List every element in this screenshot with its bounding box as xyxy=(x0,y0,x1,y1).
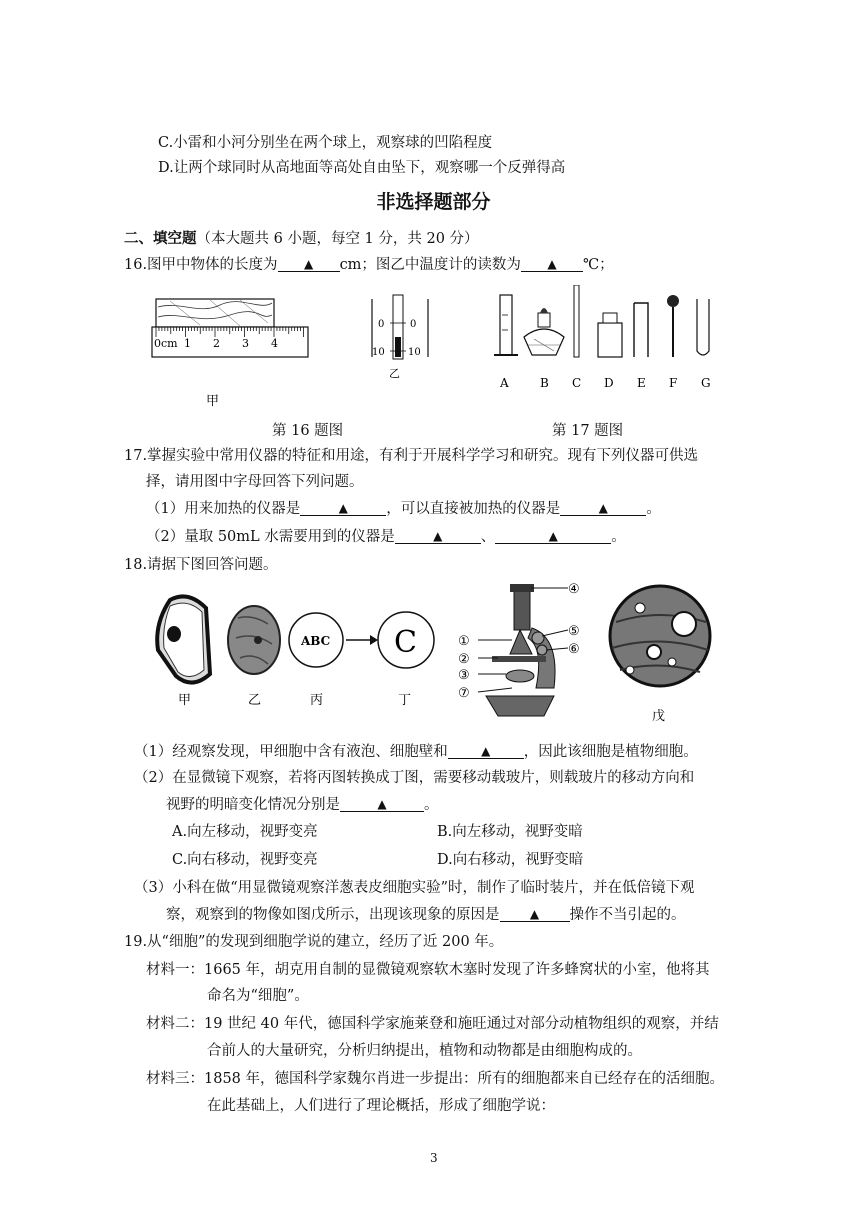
blank-marker: ▲ xyxy=(303,257,314,271)
measured-object xyxy=(156,299,274,327)
choice-c[interactable]: C.向右移动，视野变亮 xyxy=(172,852,318,868)
alcohol-lamp-b xyxy=(524,308,564,355)
fig-jia-label: 甲 xyxy=(206,394,220,409)
arrow-bing-to-ding xyxy=(346,635,378,645)
q16-text-c: ℃； xyxy=(582,257,614,273)
q17-line-2: 择，请用图中字母回答下列问题。 xyxy=(146,474,364,490)
option-d-text: D.让两个球同时从高地面等高处自由坠下，观察哪一个反弹得高 xyxy=(158,160,566,176)
cell-label-jia: 甲 xyxy=(178,693,192,708)
ruler-tick-label: 4 xyxy=(271,337,278,350)
instrument-letter: E xyxy=(637,376,646,390)
blank-marker: ▲ xyxy=(547,257,557,271)
blank-marker: ▲ xyxy=(433,529,443,543)
micro-label: ⑥ xyxy=(568,642,580,657)
choice-a[interactable]: A.向左移动，视野变亮 xyxy=(172,824,318,840)
q16-blank-1[interactable] xyxy=(278,255,340,272)
bottle-d xyxy=(598,313,622,357)
fig16-caption: 第 16 题图 xyxy=(272,423,344,439)
q18-3-text-a: 察，观察到的物像如图戊所示，出现该现象的原因是 xyxy=(166,907,500,923)
micro-label: ⑤ xyxy=(568,624,580,639)
dropper-f xyxy=(667,295,679,357)
q17-sub-2 xyxy=(146,527,626,547)
instrument-letter: G xyxy=(701,376,711,390)
q17-blank-3[interactable] xyxy=(395,527,481,544)
cell-label-yi: 乙 xyxy=(248,693,262,708)
q17-1-text-b: ，可以直接被加热的仪器是 xyxy=(386,501,561,517)
q18-sub-2-line-2 xyxy=(166,795,439,815)
q19-stem: 19.从“细胞”的发现到细胞学说的建立，经历了近 200 年。 xyxy=(124,934,504,950)
section-title: 非选择题部分 xyxy=(376,191,491,213)
choice-b[interactable]: B.向左移动，视野变暗 xyxy=(437,824,583,840)
q17-1-text-c: 。 xyxy=(646,501,661,517)
instrument-letter: A xyxy=(500,376,509,390)
section-2-heading xyxy=(124,229,479,249)
q18-sub-1 xyxy=(134,742,698,762)
animal-cell-yi xyxy=(228,606,280,674)
view-bing xyxy=(289,613,343,667)
cell-label-bing: 丙 xyxy=(310,693,324,708)
material-1-line-1: 材料一：1665 年，胡克用自制的显微镜观察软木塞时发现了许多蜂窝状的小室，他将其 xyxy=(146,962,710,978)
blank-marker: ▲ xyxy=(598,501,608,515)
section-2-label: 二、填空题 xyxy=(124,230,197,247)
instrument-letters xyxy=(499,376,711,390)
q18-blank-3[interactable] xyxy=(500,905,570,922)
material-1-line-2: 命名为“细胞”。 xyxy=(207,988,309,1004)
ding-text: C xyxy=(394,625,417,660)
q18-stem: 18.请据下图回答问题。 xyxy=(124,557,278,573)
material-3-line-2: 在此基础上，人们进行了理论概括，形成了细胞学说： xyxy=(207,1098,555,1114)
microscope xyxy=(458,582,580,716)
plant-cell-jia xyxy=(157,596,210,682)
ruler-tick-label: 3 xyxy=(242,337,249,350)
q18-1-text-a: （1）经观察发现，甲细胞中含有液泡、细胞壁和 xyxy=(134,744,448,760)
q17-blank-2[interactable] xyxy=(560,499,646,516)
material-2-line-1: 材料二：19 世纪 40 年代，德国科学家施莱登和施旺通过对部分动植物组织的观察，并结 xyxy=(146,1016,719,1032)
blank-marker: ▲ xyxy=(529,907,540,921)
micro-label: ① xyxy=(458,634,470,649)
q18-sub-3-line-2 xyxy=(166,905,686,925)
micro-label: ⑦ xyxy=(458,686,470,701)
view-wu xyxy=(610,586,710,686)
cell-label-ding: 丁 xyxy=(398,693,412,708)
q17-2-text-c: 。 xyxy=(611,529,626,545)
fig-yi-label: 乙 xyxy=(389,367,400,380)
thermometer xyxy=(372,295,428,359)
ruler xyxy=(152,327,308,357)
q16-blank-2[interactable] xyxy=(521,255,583,272)
q18-blank-1[interactable] xyxy=(448,742,524,759)
q17-blank-1[interactable] xyxy=(300,499,386,516)
micro-label: ② xyxy=(458,652,470,667)
q17-sub-1 xyxy=(146,499,661,519)
graduated-cylinder-a xyxy=(494,295,518,355)
q18-1-text-b: ，因此该细胞是植物细胞。 xyxy=(523,744,698,760)
micro-label: ④ xyxy=(568,582,580,597)
tripod-e xyxy=(634,303,648,357)
view-ding xyxy=(378,612,434,668)
thermo-tick: 0 xyxy=(410,319,417,330)
q16-text-b: cm；图乙中温度计的读数为 xyxy=(339,257,521,273)
ruler-tick-label: 0cm xyxy=(154,337,178,350)
material-3-line-1: 材料三：1858 年，德国科学家魏尔肖进一步提出：所有的细胞都来自已经存在的活细胞。 xyxy=(146,1071,725,1087)
instrument-letter: D xyxy=(604,376,614,390)
instrument-letter: B xyxy=(540,376,549,390)
q18-3-text-b: 操作不当引起的。 xyxy=(569,907,686,923)
instrument-letter: F xyxy=(669,376,678,390)
fig17-caption: 第 17 题图 xyxy=(552,423,624,439)
q18-2-text-a: 视野的明暗变化情况分别是 xyxy=(166,797,340,813)
fig18-illustration xyxy=(140,578,730,728)
blank-marker: ▲ xyxy=(481,744,491,758)
q18-blank-2[interactable] xyxy=(340,795,424,812)
q18-2-text-b: 。 xyxy=(424,797,439,813)
option-c-text: C.小雷和小河分别坐在两个球上，观察球的凹陷程度 xyxy=(158,135,493,151)
q17-blank-4[interactable] xyxy=(495,527,611,544)
q17-2-text-b: 、 xyxy=(480,529,496,545)
section-2-note: （本大题共 6 小题，每空 1 分，共 20 分） xyxy=(196,231,479,247)
page-number: 3 xyxy=(430,1151,438,1165)
choice-d[interactable]: D.向右移动，视野变暗 xyxy=(437,852,584,868)
material-2-line-2: 合前人的大量研究，分析归纳提出，植物和动物都是由细胞构成的。 xyxy=(207,1043,642,1059)
ruler-tick-label: 1 xyxy=(184,337,191,350)
cell-label-wu: 戊 xyxy=(652,709,666,724)
test-tube-g xyxy=(697,299,709,355)
thermo-tick: 10 xyxy=(372,347,385,358)
ruler-tick-label: 2 xyxy=(213,337,220,350)
glass-rod-c xyxy=(574,285,579,357)
thermo-tick: 0 xyxy=(378,319,385,330)
q16-line xyxy=(124,255,614,275)
blank-marker: ▲ xyxy=(377,797,387,811)
q17-2-text-a: （2）量取 50mL 水需要用到的仪器是 xyxy=(146,529,395,545)
q18-sub-3-line-1: （3）小科在做“用显微镜观察洋葱表皮细胞实验”时，制作了临时装片，并在低倍镜下观 xyxy=(134,880,695,896)
blank-marker: ▲ xyxy=(338,501,348,515)
bing-text: ABC xyxy=(301,634,331,648)
thermo-tick: 10 xyxy=(408,347,421,358)
q17-1-text-a: （1）用来加热的仪器是 xyxy=(146,501,301,517)
q17-line-1: 17.掌握实验中常用仪器的特征和用途，有利于开展科学学习和研究。现有下列仪器可供选 xyxy=(124,448,699,464)
q18-sub-2-line-1: （2）在显微镜下观察，若将丙图转换成丁图，需要移动载玻片，则载玻片的移动方向和 xyxy=(134,770,695,786)
instrument-letter: C xyxy=(572,376,582,390)
micro-label: ③ xyxy=(458,668,470,683)
fig16-17-illustration xyxy=(140,285,740,415)
q16-text-a: 16.图甲中物体的长度为 xyxy=(124,257,278,273)
blank-marker: ▲ xyxy=(548,529,558,543)
